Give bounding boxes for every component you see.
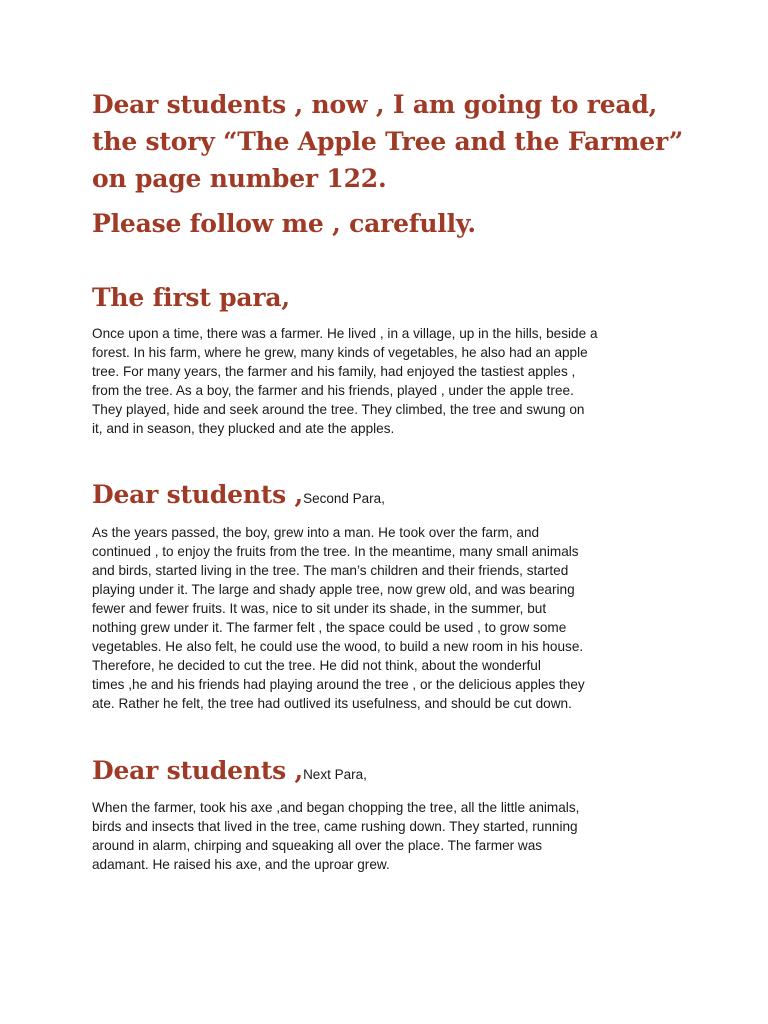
paragraph-line: continued , to enjoy the fruits from the tree. In the meantime, many small animals <box>92 544 579 559</box>
paragraph-line: ate. Rather he felt, the tree had outlived its usefulness, and should be cut down. <box>92 696 572 711</box>
paragraph-line: adamant. He raised his axe, and the uproar grew. <box>92 857 390 872</box>
second-paragraph <box>92 523 682 713</box>
intro-heading <box>92 86 683 197</box>
paragraph-line: around in alarm, chirping and squeaking all over the place. The farmer was <box>92 838 543 853</box>
next-paragraph <box>92 798 682 874</box>
heading-main: Dear students , <box>92 756 304 785</box>
paragraph-line: forest. In his farm, where he grew, many kinds of vegetables, he also had an apple <box>92 345 588 360</box>
paragraph-line: and birds, started living in the tree. The man’s children and their friends, started <box>92 563 569 578</box>
paragraph-line: Once upon a time, there was a farmer. He lived , in a village, up in the hills, beside a <box>92 326 598 341</box>
intro-line: the story “The Apple Tree and the Farmer” <box>92 127 684 156</box>
paragraph-line: They played, hide and seek around the tree. They climbed, the tree and swung on <box>92 402 585 417</box>
follow-heading: Please follow me , carefully. <box>92 209 476 238</box>
heading-sub: Next Para, <box>303 767 367 782</box>
second-para-heading <box>92 480 385 514</box>
intro-line: on page number 122. <box>92 164 387 193</box>
paragraph-line: fewer and fewer fruits. It was, nice to sit under its shade, in the summer, but <box>92 601 547 616</box>
paragraph-line: times ,he and his friends had playing around the tree , or the delicious apples they <box>92 677 585 692</box>
intro-line: Dear students , now , I am going to read, <box>92 90 658 119</box>
paragraph-line: vegetables. He also felt, he could use the wood, to build a new room in his house. <box>92 639 584 654</box>
first-para-heading: The first para, <box>92 283 290 312</box>
paragraph-line: birds and insects that lived in the tree, came rushing down. They started, running <box>92 819 578 834</box>
paragraph-line: tree. For many years, the farmer and his family, had enjoyed the tastiest apples , <box>92 364 576 379</box>
heading-main: Dear students , <box>92 480 304 509</box>
paragraph-line: nothing grew under it. The farmer felt , the space could be used , to grow some <box>92 620 567 635</box>
paragraph-line: When the farmer, took his axe ,and began chopping the tree, all the little animals, <box>92 800 580 815</box>
paragraph-line: Therefore, he decided to cut the tree. He did not think, about the wonderful <box>92 658 541 673</box>
heading-sub: Second Para, <box>303 491 385 506</box>
paragraph-line: it, and in season, they plucked and ate the apples. <box>92 421 395 436</box>
paragraph-line: from the tree. As a boy, the farmer and his friends, played , under the apple tree. <box>92 383 574 398</box>
next-para-heading <box>92 756 367 790</box>
first-paragraph <box>92 324 682 438</box>
paragraph-line: playing under it. The large and shady apple tree, now grew old, and was bearing <box>92 582 575 597</box>
paragraph-line: As the years passed, the boy, grew into a man. He took over the farm, and <box>92 525 540 540</box>
